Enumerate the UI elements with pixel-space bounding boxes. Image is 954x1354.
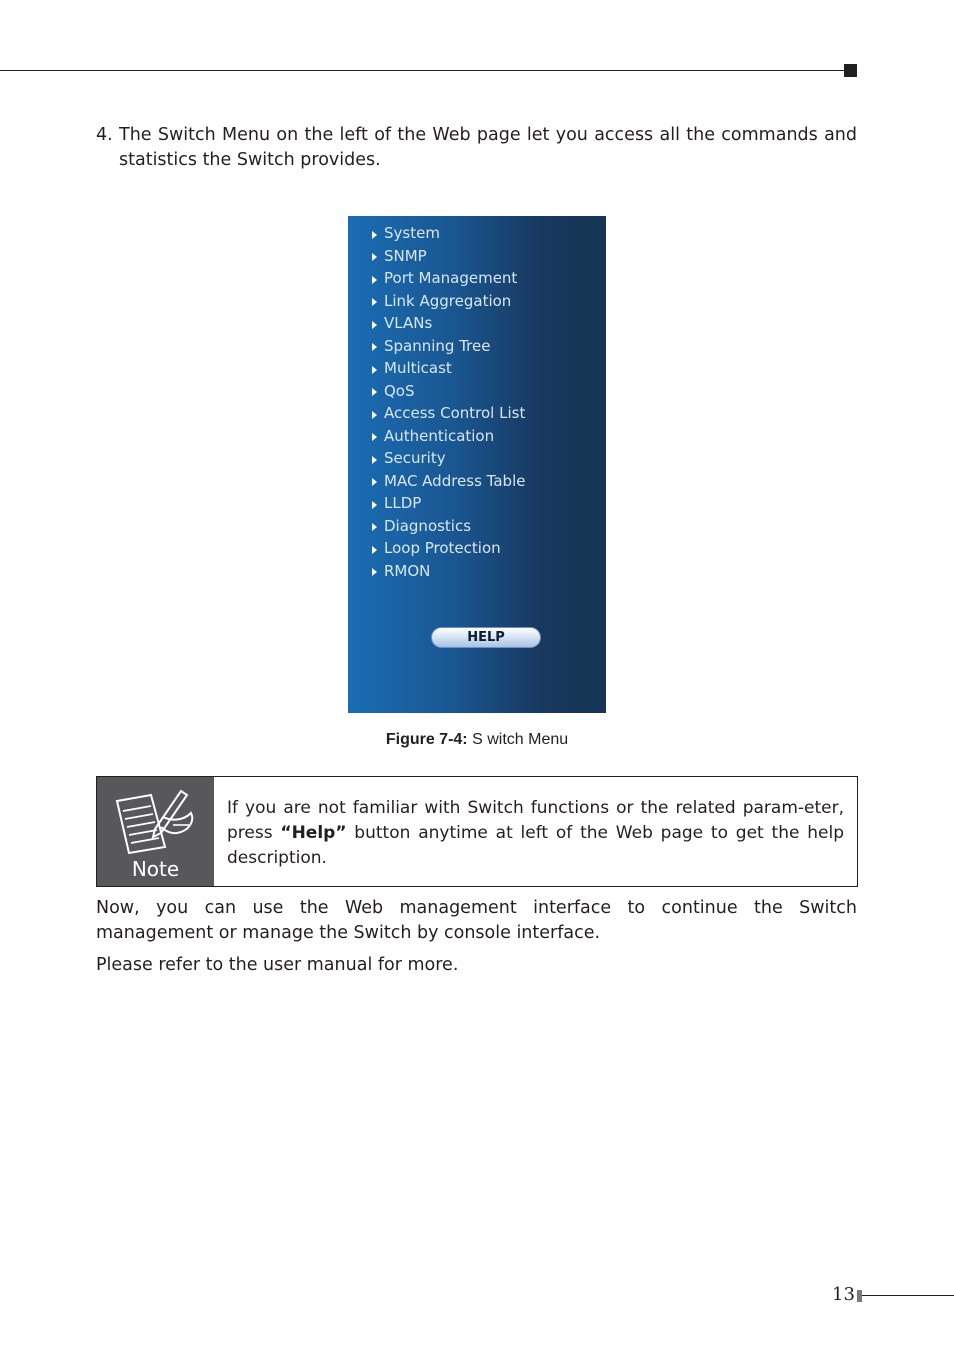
menu-item[interactable] [372,470,525,493]
menu-item[interactable] [372,492,525,515]
header-square-mark [844,64,857,77]
arrow-right-icon [372,568,377,576]
menu-item[interactable] [372,425,525,448]
step-number: 4. [96,125,113,145]
menu-item-label: VLANs [384,314,433,332]
note-sidebar [97,777,214,886]
menu-item[interactable] [372,357,525,380]
menu-item[interactable] [372,537,525,560]
menu-item[interactable] [372,290,525,313]
switch-menu-list [372,222,525,582]
note-text-before: If you are not familiar with Switch functions or the related param-eter, press [227,798,844,843]
menu-item-label: Spanning Tree [384,336,491,355]
arrow-right-icon [372,433,377,441]
menu-item-label: SNMP [384,246,427,265]
arrow-right-icon [372,546,377,554]
paragraph-refer-manual: Please refer to the user manual for more. [96,955,459,975]
figure-title: S witch Menu [472,731,569,748]
menu-item-label: Diagnostics [384,516,472,535]
arrow-right-icon [372,501,377,509]
page-number-mark [857,1290,862,1302]
menu-item-label: Multicast [384,359,452,377]
arrow-right-icon [372,388,377,396]
menu-item-label: LLDP [384,494,422,512]
note-help-bold: “Help” [280,823,347,843]
note-label: Note [131,857,180,881]
menu-item-label: Access Control List [384,404,526,422]
arrow-right-icon [372,478,377,486]
menu-item[interactable] [372,560,525,583]
footer-rule [862,1295,954,1296]
arrow-right-icon [372,321,377,329]
arrow-right-icon [372,253,377,261]
menu-item[interactable] [372,222,525,245]
step-4 [96,123,857,173]
menu-item-label: Authentication [384,426,495,445]
menu-item[interactable] [372,267,525,290]
menu-item-label: Port Management [384,269,518,287]
menu-item[interactable] [372,515,525,538]
note-box [96,776,858,887]
menu-item-label: MAC Address Table [384,471,526,490]
menu-item-label: Link Aggregation [384,291,512,310]
header-rule [0,70,846,71]
note-pen-icon [111,787,201,857]
menu-item[interactable] [372,447,525,470]
note-text [227,796,844,871]
paragraph-web-management: Now, you can use the Web management interface to continue the Switch management or manage the Switch by console interface. [96,898,857,943]
figure-caption [0,731,954,749]
arrow-right-icon [372,456,377,464]
menu-item[interactable] [372,312,525,335]
arrow-right-icon [372,411,377,419]
menu-item[interactable] [372,245,525,268]
arrow-right-icon [372,523,377,531]
arrow-right-icon [372,366,377,374]
arrow-right-icon [372,298,377,306]
menu-item-label: RMON [384,561,431,580]
arrow-right-icon [372,231,377,239]
menu-item-label: Security [384,449,446,467]
switch-menu-screenshot [348,216,606,713]
arrow-right-icon [372,343,377,351]
menu-item-label: QoS [384,381,415,400]
menu-item[interactable] [372,335,525,358]
menu-item-label: System [384,224,440,242]
menu-item[interactable] [372,402,525,425]
note-text-after: button anytime at left of the Web page to get the help description. [227,823,844,868]
step-text: The Switch Menu on the left of the Web page let you access all the commands and statistics the Switch provides. [119,125,857,170]
figure-label: Figure 7-4: [385,731,468,748]
help-button[interactable]: HELP [431,627,541,648]
arrow-right-icon [372,276,377,284]
menu-item[interactable] [372,380,525,403]
page-number: 13 [832,1284,855,1305]
menu-item-label: Loop Protection [384,539,501,557]
